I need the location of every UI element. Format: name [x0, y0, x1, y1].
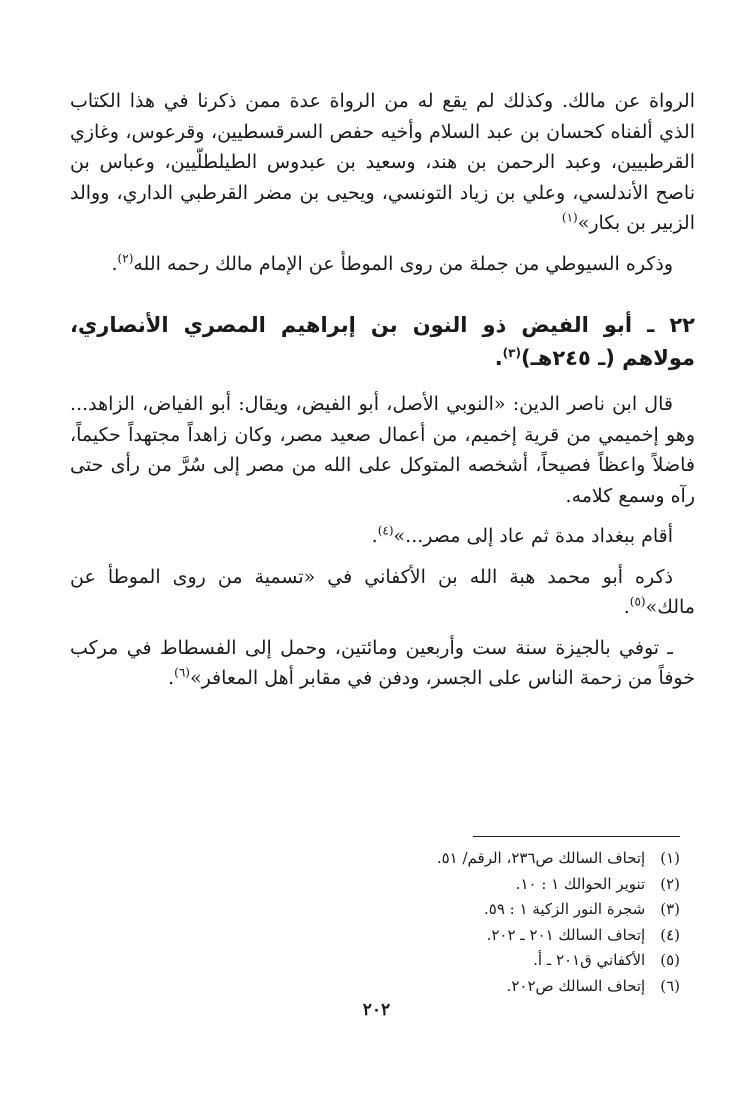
paragraph-text: أقام ببغداد مدة ثم عاد إلى مصر...» — [393, 525, 673, 547]
paragraph — [70, 86, 695, 239]
footnote-item — [280, 974, 680, 1000]
heading-text: ٢٢ ـ أبو الفيض ذو النون بن إبراهيم المصري الأنصاري، مولاهم (ـ ٢٤٥هـ) — [70, 313, 695, 370]
footnote-number: (٥) — [660, 951, 680, 969]
punctuation: . — [623, 596, 630, 618]
entry-heading — [70, 309, 695, 375]
footnote-number: (٦) — [660, 976, 680, 995]
paragraph — [70, 389, 695, 511]
footnote-text: إتحاف السالك ص٢٠٢. — [506, 976, 646, 995]
footnote-item — [280, 846, 680, 872]
paragraph-text: ذكره أبو محمد هبة الله بن الأكفاني في «تسمية من روى الموطأ عن مالك» — [70, 565, 695, 618]
paragraph — [70, 249, 695, 280]
footnote-reference[interactable]: (٦) — [174, 665, 190, 680]
footnote-item — [280, 923, 680, 949]
footnote-reference[interactable]: (٣) — [502, 346, 521, 360]
paragraph — [70, 633, 695, 694]
footnote-reference[interactable]: (٥) — [629, 594, 646, 609]
paragraph-text: وذكره السيوطي من جملة من روى الموطأ عن الإمام مالك رحمه الله — [133, 252, 673, 275]
footnote-number: (٣) — [660, 900, 680, 918]
footnote-reference[interactable]: (٢) — [117, 251, 134, 266]
footnote-number: (١) — [660, 849, 680, 867]
main-text — [70, 86, 695, 694]
footnote-number: (٤) — [660, 925, 680, 944]
punctuation: . — [494, 346, 503, 370]
paragraph-text: الرواة عن مالك. وكذلك لم يقع له من الرواة عدة ممن ذكرنا في هذا الكتاب الذي ألفناه كحسان بن عبد السلام وأخيه حفص السرقسطيين، وقرعوس، وغازي القرطبيين، وعبد الرحمن بن هند، وسعيد بن عبدوس الطيلطلّيين، وعباس بن ناصح الأندلسي، وعلي بن زياد التونسي، ويحيى بن مضر القرطبي الداري، ووالد الزبير بن بكار» — [70, 90, 695, 234]
punctuation: . — [168, 667, 175, 689]
footnotes-list — [280, 846, 680, 999]
page-number: ٢٠٢ — [362, 1000, 391, 1020]
punctuation: . — [111, 252, 118, 275]
footnote-item — [280, 897, 680, 923]
footnote-item — [280, 948, 680, 974]
footnote-item — [280, 872, 680, 898]
footnote-text: إتحاف السالك ٢٠١ ـ ٢٠٢. — [486, 925, 646, 944]
footnote-text: شجرة النور الزكية ١ : ٥٩. — [483, 900, 646, 918]
footnote-text: إتحاف السالك ص٢٣٦، الرقم/ ٥١. — [436, 849, 646, 867]
paragraph-text: قال ابن ناصر الدين: «النوبي الأصل، أبو الفيض، ويقال: أبو الفياض، الزاهد... وهو إخميمي من قرية إخميم، من أعمال صعيد مصر، وكان زاهداً مجتهداً حكيماً، فاضلاً واعظاً فصيحاً، أشخصه المتوكل على الله من مصر إلى سُرَّ من رأى حتى رآه وسمع كلامه. — [70, 393, 695, 507]
footnote-divider — [473, 836, 680, 837]
footnote-reference[interactable]: (٤) — [377, 523, 394, 538]
footnote-reference[interactable]: (١) — [561, 210, 578, 225]
footnote-number: (٢) — [660, 874, 680, 893]
footnote-text: الأكفاني ق٢٠١ ـ أ. — [533, 951, 646, 969]
paragraph — [70, 562, 695, 623]
footnote-text: تنوير الحوالك ١ : ١٠. — [515, 874, 646, 893]
paragraph — [70, 521, 695, 552]
paragraph-text: ـ توفي بالجيزة سنة ست وأربعين ومائتين، وحمل إلى الفسطاط في مركب خوفاً من زحمة الناس على الجسر، ودفن في مقابر أهل المعافر» — [70, 636, 695, 689]
punctuation: . — [371, 525, 378, 547]
